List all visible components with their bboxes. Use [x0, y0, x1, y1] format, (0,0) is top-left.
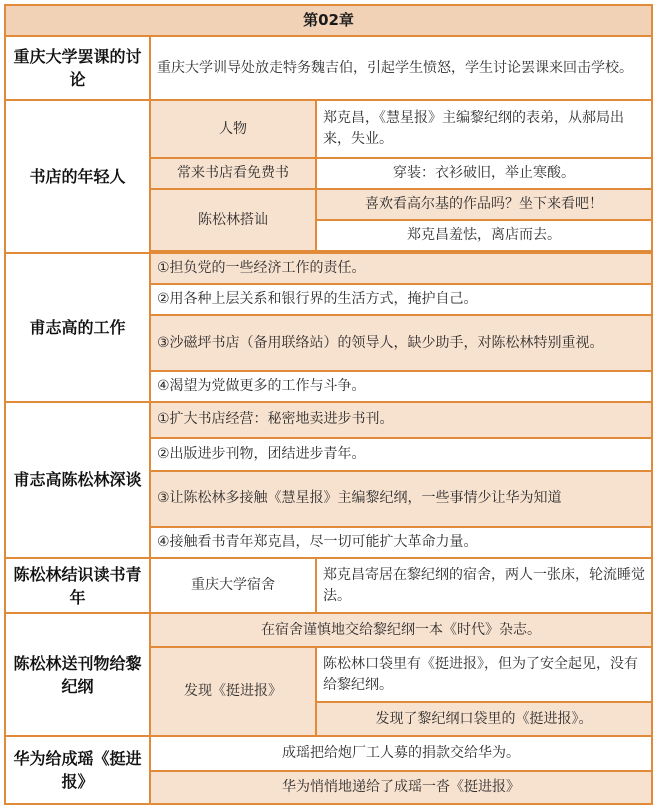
section-heading-deep-talk: 甫志高陈松林深谈: [5, 402, 150, 557]
fu-zhigao-work-item-1: ①担负党的一些经济工作的责任。: [150, 253, 652, 284]
deep-talk-item-4: ④接触看书青年郑克昌，尽一切可能扩大革命力量。: [150, 527, 652, 558]
deep-talk-item-1: ①扩大书店经营：秘密地卖进步书刊。: [150, 402, 652, 437]
strike-discussion-text: 重庆大学训导处放走特务魏吉伯，引起学生愤怒，学生讨论罢课来回击学校。: [150, 36, 652, 100]
hua-wei-text-handover: 华为悄悄地递给了成瑶一沓《挺进报》: [150, 771, 652, 804]
deep-talk-item-3: ③让陈松林多接触《慧星报》主编黎纪纲，一些事情少让华为知道: [150, 471, 652, 527]
fu-zhigao-work-item-3: ③沙磁坪书店（备用联络站）的领导人，缺少助手，对陈松林特别重视。: [150, 315, 652, 371]
deep-talk-item-2: ②出版进步刊物，团结进步青年。: [150, 438, 652, 471]
fu-zhigao-work-item-2: ②用各种上层关系和银行界的生活方式，掩护自己。: [150, 284, 652, 315]
bookstore-youth-text-person: 郑克昌，《慧星报》主编黎纪纲的表弟，从郝局出来，失业。: [316, 100, 652, 158]
hua-wei-text-donation: 成瑶把给炮厂工人募的捐款交给华为。: [150, 736, 652, 771]
meets-reader-label-dorm: 重庆大学宿舍: [150, 558, 316, 614]
chapter-title: 第02章: [5, 5, 652, 36]
bookstore-youth-label-free-reading: 常来书店看免费书: [150, 158, 316, 189]
bookstore-youth-text-clothing: 穿装：衣衫破旧，举止寒酸。: [316, 158, 652, 189]
bookstore-youth-label-person: 人物: [150, 100, 316, 158]
section-heading-fu-zhigao-work: 甫志高的工作: [5, 253, 150, 402]
delivers-magazine-text-discovered: 发现了黎纪纲口袋里的《挺进报》。: [316, 702, 652, 735]
delivers-magazine-label-found: 发现《挺进报》: [150, 647, 316, 736]
delivers-magazine-text-pocket: 陈松林口袋里有《挺进报》，但为了安全起见，没有给黎纪纲。: [316, 647, 652, 703]
section-heading-meets-reader: 陈松林结识读书青年: [5, 558, 150, 614]
section-heading-bookstore-youth: 书店的年轻人: [5, 100, 150, 253]
bookstore-youth-label-chat: 陈松林搭讪: [150, 189, 316, 251]
chapter-summary-table: [4, 4, 653, 805]
section-heading-strike-discussion: 重庆大学罢课的讨论: [5, 36, 150, 100]
delivers-magazine-text-times: 在宿舍谨慎地交给黎纪纲一本《时代》杂志。: [150, 613, 652, 646]
meets-reader-text-dorm: 郑克昌寄居在黎纪纲的宿舍，两人一张床，轮流睡觉法。: [316, 558, 652, 614]
section-heading-hua-wei-gives-paper: 华为给成瑶《挺进报》: [5, 736, 150, 804]
section-heading-delivers-magazine: 陈松林送刊物给黎纪纲: [5, 613, 150, 735]
fu-zhigao-work-item-4: ④渴望为党做更多的工作与斗争。: [150, 371, 652, 402]
bookstore-youth-text-leave: 郑克昌羞怯，离店而去。: [316, 220, 652, 251]
bookstore-youth-text-invite: 喜欢看高尔基的作品吗？坐下来看吧！: [316, 189, 652, 220]
